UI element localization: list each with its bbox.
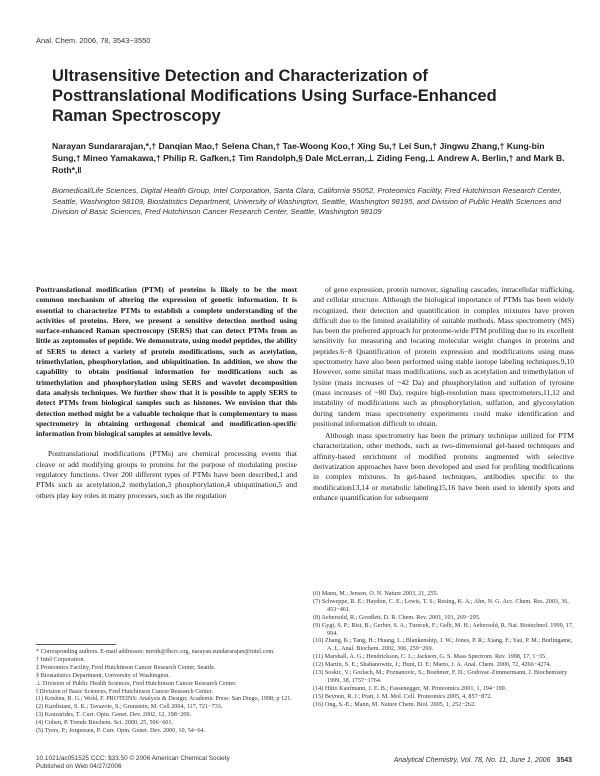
journal-citation: Anal. Chem. 2006, 78, 3543−3550 [36,36,151,45]
reference: (14) Hiito Kaufmann, J. E. B.; Fassenegger, M. Proteomics 2001, 1, 194−199. [313,684,507,692]
article-title: Ultrasensitive Detection and Characterization of Posttranslational Modifications Using Surface-Enhanced Raman Spectroscopy [52,67,497,125]
footnote: § Biostatistics Department, University of Washington. [36,671,170,679]
right-column [313,285,574,503]
footer-left [36,755,230,771]
journal-issue: Analytical Chemistry, Vol. 78, No. 11, June 1, 2006 [393,757,551,764]
affiliations: Biomedical/Life Sciences, Digital Health Group, Intel Corporation, Santa Clara, California 95052, Proteomics Facility, Fred Hutchinson Research Center, Seattle, Washington 98109, Biostatistics Department, University of Washington, Seattle, Washington 98195, and Division of Public Health Sciences and Division of Basic Sciences, Fred Hutchinson Cancer Research Center, Seattle, Washington 98109 [52,186,562,217]
body-paragraph-1: of gene expression, protein turnover, signaling cascades, intracellular trafficking, and cellular structure. Although the biological importance of PTMs has been widely recognized, their detection and quantification in complex mixtures have proven difficult due to the limited availability of suitable methods. Mass spectrometry (MS) has been the preferred approach for proteome-wide PTM profiling due to its excellent sensitivity for measuring and locating molecular weight changes in proteins and peptides.6−8 Quantification of protein expression and modifications using mass spectrometry have also been performed using stable isotope labeling techniques.9,10 However, some similar mass modifications, such as acetylation and trimethylation of lysine (mass increases of ~42 Da) and phosphorylation and sulfation of tyrosine (mass increases of ~80 Da), require high-resolution mass spectrometers,11,12 and instability of modifications such as phosphorylation, sulfation, and glycosylation during tandem mass spectrometry experiments could make identification and positional information difficult to obtain. [313,285,574,428]
footnote: ⊥ Division of Public Health Sciences, Fred Hutchinson Cancer Research Center. [36,679,237,687]
author-list: Narayan Sundararajan,*,† Danqian Mao,† Selena Chan,† Tae-Woong Koo,† Xing Su,† Lei Sun,† Jingwu Zhang,† Kung-bin Sung,† Mineo Yamakawa,† Philip R. Gafken,‡ Tim Randolph,§ Dale McLerran,⊥ Ziding Feng,⊥ Andrew A. Berlin,† and Mark B. Roth*,‖ [52,141,565,175]
reference: (13) Soskic, V.; Gorlach, M.; Poznanovic, S.; Boehmer, F. D.; Godovac-Zimmermann, J. Biochemistry 1999, 38, 1757−1764. [313,669,568,684]
abstract: Posttranslational modification (PTM) of proteins is likely to be the most common mechanism of altering the expression of genetic information. It is essential to characterize PTMs to establish a complete understanding of the activities of proteins. Here, we present a sensitive detection method using surface-enhanced Raman spectroscopy (SERS) that can detect PTMs from as little as zeptomoles of peptide. We demonstrate, using model peptides, the ability of SERS to detect a variety of protein modifications, such as acetylation, trimethylation, phosphorylation, and ubiquitination. In addition, we show the capability to obtain positional information for modifications such as trimethylation and phosphorylation using SERS and wavelet decomposition data analysis techniques. We further show that it is possible to apply SERS to detect PTMs from biological samples such as histones. We envision that this detection method might be a valuable technique that is complementary to mass spectrometry in obtaining orthogonal chemical and modification-specific information from biological samples at sensitive levels. [36,285,297,439]
reference: (2) Kurdistani, S. K.; Tavazoie, S.; Grunstein, M. Cell 2004, 117, 721−733. [36,703,223,711]
reference: (11) Marshall, A. G.; Hendrickson, C. L.; Jackson, G. S. Mass Spectrom. Rev. 1998, 17, 1−35. [313,653,547,661]
reference: (4) Cohen, P. Trends Biochem. Sci. 2000, 25, 596−601. [36,719,174,727]
reference: (15) Beynon, R. J.; Pratt, J. M. Mol. Cell. Proteomics 2005, 4, 857−872. [313,692,492,700]
reference: (10) Zhang, K.; Tang, H.; Huang, L.; Blankenship, J. W.; Jones, P. R.; Xiang, F.; Yau, P. M.; Burlingame, A. L. Anal. Biochem. 2002, 306, 259−269. [313,637,573,653]
reference: (6) Mann, M.; Jensen, O. N. Nature 2003, 21, 255. [313,590,439,597]
reference: (12) Martin, S. E.; Shabanowitz, J.; Hunt, D. F.; Marto, J. A. Anal. Chem. 2000, 72, 4266−4274. [313,661,552,669]
reference: (1) Krishna, R. G.; Wold, F. PROTEINS: Analysis & Design; Academic Press: San Diego, 1998; p 121. [36,695,292,703]
reference: (7) Schweppe, R. E.; Haydon, C. E.; Lewis, T. S.; Resing, K. A.; Ahn, N. G. Acc. Chem. Res. 2003, 36, 453−461. [313,597,569,613]
footnote: * Corresponding authors. E-mail addresses: mroth@fhcrc.org, narayan.sundararajan@intel.com. [36,648,275,655]
reference: (5) Tyers, P.; Jorgensen, P. Curr. Opin. Genet. Dev. 2000, 10, 54−64. [36,727,206,735]
reference: (3) Kouzarides, T. Curr. Opin. Genet. Dev. 2002, 12, 198−209. [36,711,192,719]
left-column [36,285,297,501]
reference: (9) Gygi, S. P.; Rist, B.; Gerber, S. A.; Turecek, F.; Gelb, M. H.; Aebersold, R. Nat. Biotechnol. 1999, 17, 994. [313,621,574,637]
doi-line: 10.1021/ac051525 CCC: $33.50 © 2006 American Chemical Society [36,755,230,762]
page-number: 3543 [556,757,572,764]
publication-date: Published on Web 04/27/2006 [36,763,122,770]
footnote-separator [36,644,116,645]
intro-paragraph: Posttranslational modifications (PTMs) are chemical processing events that cleave or add modifying groups to proteins for the purpose of modulating precise regulatory functions. Over 200 different types of PTMs have been described,1 and PTMs such as acetylation,2 methylation,3 phosphorylation,4 ubiquitination,5 and others play key roles in many processes, such as the regulation [36,449,297,500]
reference: (8) Aebersold, R.; Goodlett, D. R. Chem. Rev. 2001, 101, 269−295. [313,613,481,621]
reference: (16) Ong, S.-E.; Mann, M. Nature Chem. Biol. 2005, 1, 252−262. [313,700,476,708]
footer-right [394,757,572,764]
footnotes-left [36,648,297,735]
body-paragraph-2: Although mass spectrometry has been the primary technique utilized for PTM characterization, other methods, such as two-dimensional gel-based techniques and affinity-based enrichment of modified proteins augmented with selective derivatization approaches have been developed and used for profiling modifications in complex mixtures. In gel-based techniques, antibodies specific to the modification13,14 or metabolic labeling15,16 have been used to identify spots and enhance quantification for subsequent [313,431,574,502]
references-right [313,590,574,709]
footnote: † Intel Corporation. [36,655,85,663]
footnote: ‡ Proteomics Facility, Fred Hutchinson Cancer Research Center, Seattle. [36,663,216,671]
footnote: ‖ Division of Basic Sciences, Fred Hutchinson Cancer Research Center. [36,687,213,695]
